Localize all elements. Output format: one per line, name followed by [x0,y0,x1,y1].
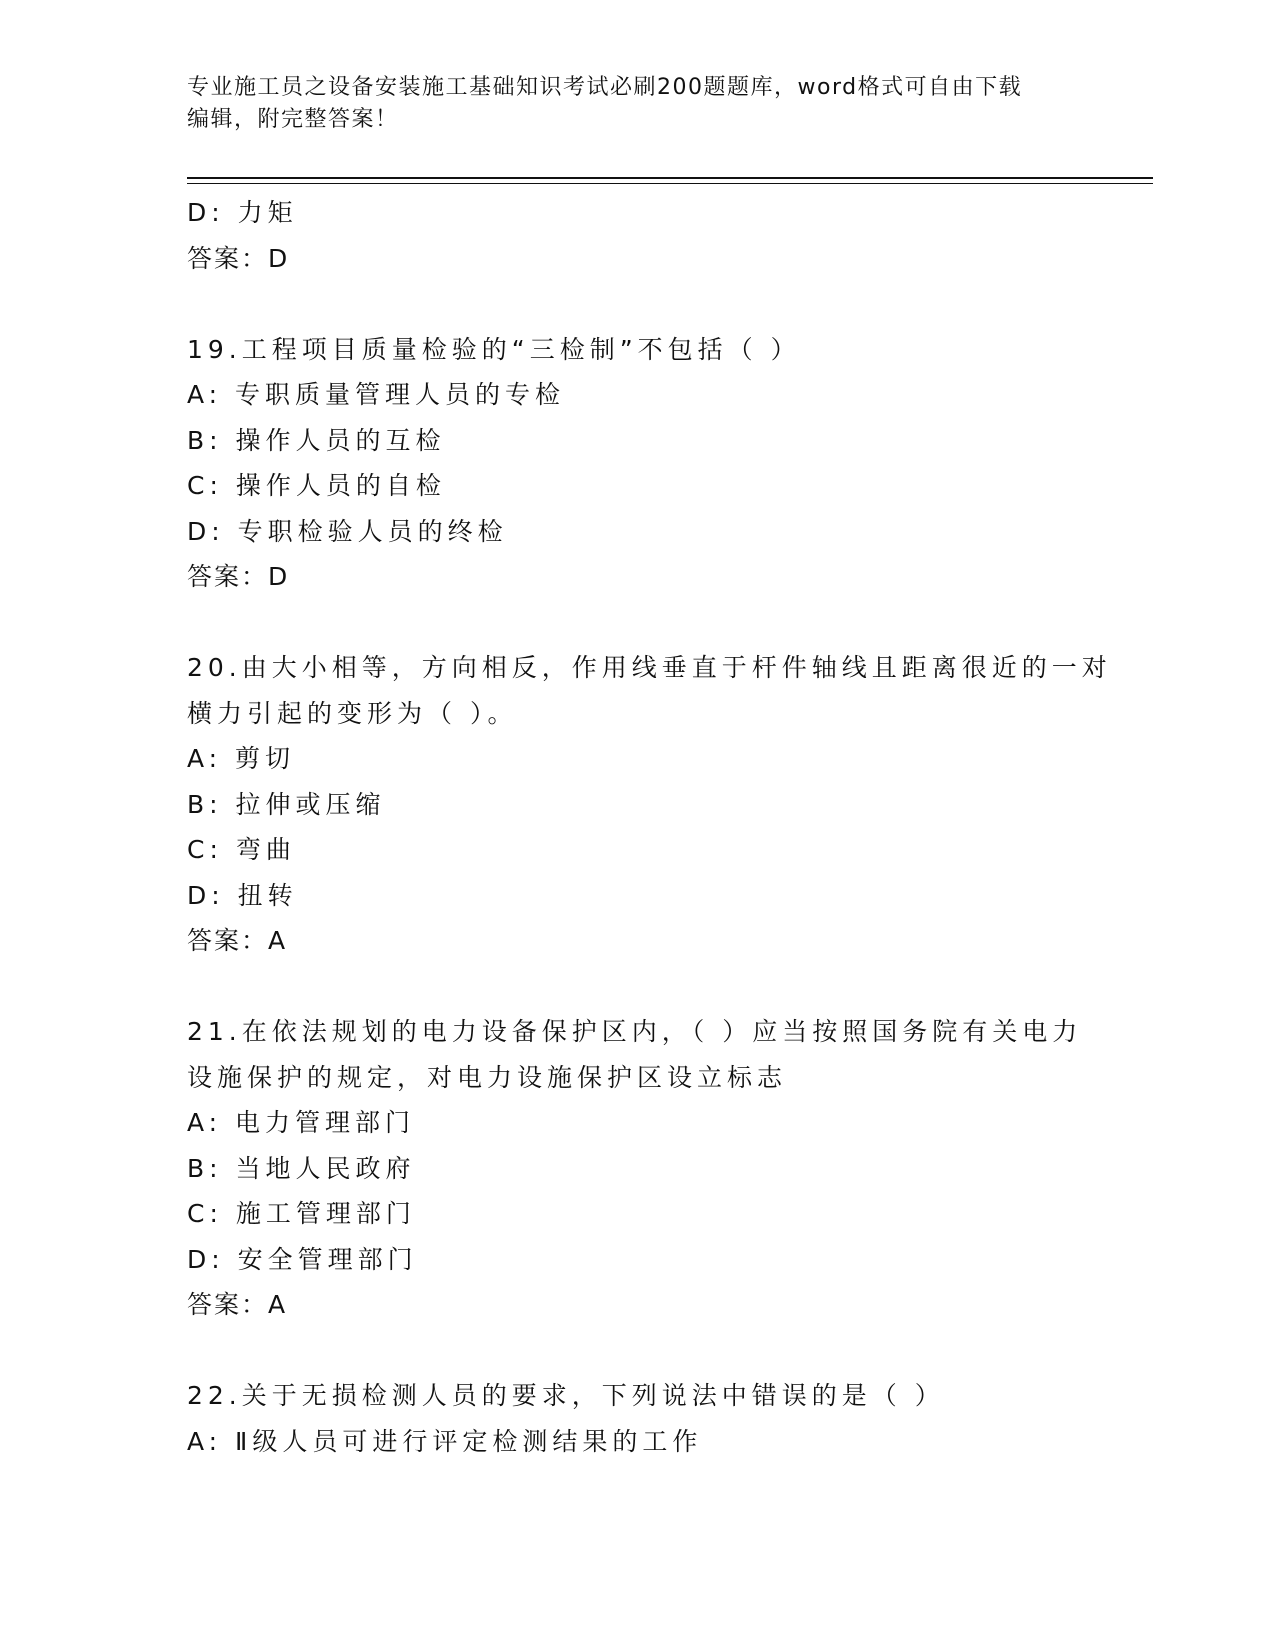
question-stem-line-2: 横力引起的变形为（ ）。 [187,698,518,728]
question-stem: 22.关于无损检测人员的要求，下列说法中错误的是（ ） [187,1381,945,1410]
option-d: D: 力矩 [187,198,298,227]
option-b: B: 当地人民政府 [187,1153,416,1183]
question-21 [187,1009,1083,1328]
option-c: C: 操作人员的自检 [187,471,446,500]
answer: 答案：D [187,243,290,273]
option-a: A: Ⅱ级人员可进行评定检测结果的工作 [187,1426,703,1456]
option-c: C: 弯曲 [187,835,296,864]
question-20 [187,645,1112,964]
option-c: C: 施工管理部门 [187,1199,416,1228]
answer: 答案：A [187,926,288,955]
option-d: D: 专职检验人员的终检 [187,516,508,546]
option-d: D: 扭转 [187,880,298,910]
option-b: B: 拉伸或压缩 [187,789,386,819]
question-22 [187,1373,1077,1464]
question-list [187,190,1112,1464]
option-a: A: 专职质量管理人员的专检 [187,380,566,409]
question-stem-line-2: 设施保护的规定，对电力设施保护区设立标志 [187,1062,788,1092]
option-d: D: 安全管理部门 [187,1244,418,1274]
option-a: A: 剪切 [187,744,296,773]
question-stem-line-1: 21.在依法规划的电力设备保护区内，（ ）应当按照国务院有关电力 [187,1017,1083,1046]
option-b: B: 操作人员的互检 [187,425,446,455]
previous-question-tail [187,190,1077,281]
question-stem: 19.工程项目质量检验的“三检制”不包括（ ） [187,334,801,364]
question-stem-line-1: 20.由大小相等，方向相反，作用线垂直于杆件轴线且距离很近的一对 [187,653,1112,682]
answer: 答案：A [187,1290,288,1319]
document-header: 专业施工员之设备安装施工基础知识考试必刷200题题库，word格式可自由下载 编辑，附完整答案！ [187,75,1023,132]
question-19 [187,327,1077,600]
answer: 答案：D [187,562,290,591]
header-divider-thin [187,183,1153,184]
header-divider-thick [187,177,1153,179]
option-a: A: 电力管理部门 [187,1108,416,1137]
